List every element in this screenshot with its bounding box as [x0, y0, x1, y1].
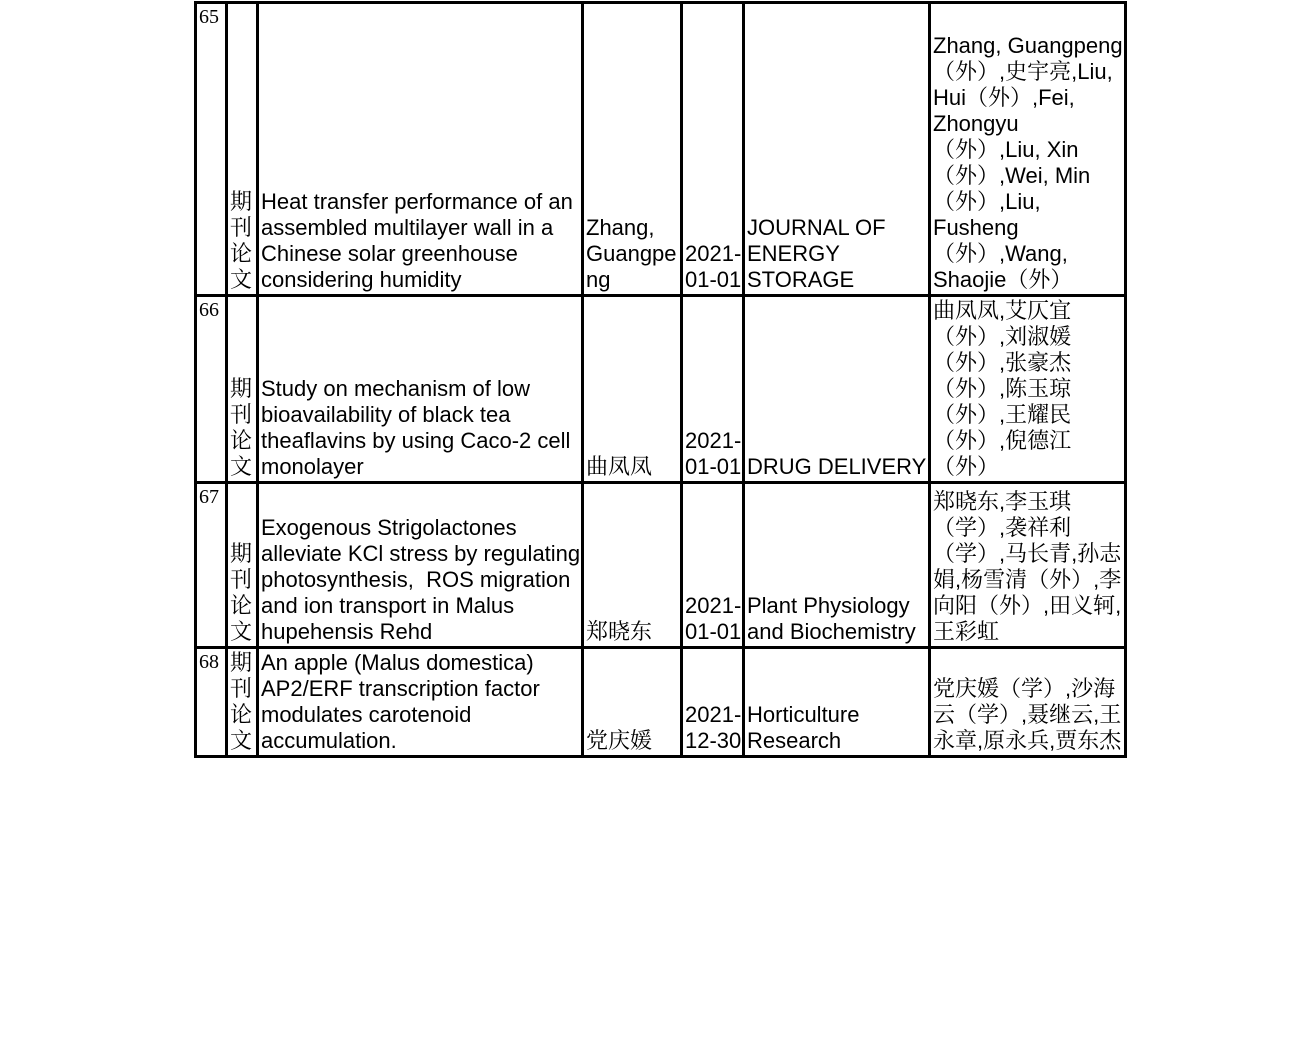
journal-name: Plant Physiology and Biochemistry — [744, 483, 930, 648]
first-author: 郑晓东 — [583, 483, 682, 648]
author-list: 党庆媛（学）,沙海云（学）,聂继云,王永章,原永兵,贾东杰 — [930, 648, 1126, 757]
author-list: 曲凤凤,艾仄宜（外）,刘淑媛（外）,张豪杰（外）,陈玉琼（外）,王耀民（外）,倪德江（外） — [930, 296, 1126, 483]
publication-type: 期刊论文 — [227, 483, 258, 648]
publication-date: 2021-12-30 — [682, 648, 744, 757]
publication-type: 期刊论文 — [227, 648, 258, 757]
author-list: Zhang, Guangpeng（外）,史宇亮,Liu, Hui（外）,Fei, Zhongyu（外）,Liu, Xin（外）,Wei, Min（外）,Liu, Fusheng（外）,Wang, Shaojie（外） — [930, 3, 1126, 296]
first-author: Zhang, Guangpeng — [583, 3, 682, 296]
table-row — [196, 483, 1126, 648]
publication-type: 期刊论文 — [227, 296, 258, 483]
publication-title: An apple (Malus domestica) AP2/ERF transcription factor modulates carotenoid accumulation. — [258, 648, 583, 757]
table-row — [196, 3, 1126, 296]
author-list: 郑晓东,李玉琪（学）,袭祥利（学）,马长青,孙志娟,杨雪清（外）,李向阳（外）,田义轲,王彩虹 — [930, 483, 1126, 648]
journal-name: JOURNAL OF ENERGY STORAGE — [744, 3, 930, 296]
publication-date: 2021-01-01 — [682, 3, 744, 296]
row-number: 68 — [196, 648, 227, 757]
first-author: 曲凤凤 — [583, 296, 682, 483]
table-row — [196, 648, 1126, 757]
publication-type: 期刊论文 — [227, 3, 258, 296]
row-number: 67 — [196, 483, 227, 648]
publication-date: 2021-01-01 — [682, 483, 744, 648]
publications-table — [194, 1, 1127, 758]
publication-date: 2021-01-01 — [682, 296, 744, 483]
journal-name: DRUG DELIVERY — [744, 296, 930, 483]
first-author: 党庆媛 — [583, 648, 682, 757]
publication-title: Exogenous Strigolactones alleviate KCl stress by regulating photosynthesis, ROS migration and ion transport in Malus hupehensis Rehd — [258, 483, 583, 648]
publication-title: Study on mechanism of low bioavailability of black tea theaflavins by using Caco-2 cell monolayer — [258, 296, 583, 483]
journal-name: Horticulture Research — [744, 648, 930, 757]
row-number: 65 — [196, 3, 227, 296]
publication-title: Heat transfer performance of an assembled multilayer wall in a Chinese solar greenhouse considering humidity — [258, 3, 583, 296]
table-row — [196, 296, 1126, 483]
row-number: 66 — [196, 296, 227, 483]
